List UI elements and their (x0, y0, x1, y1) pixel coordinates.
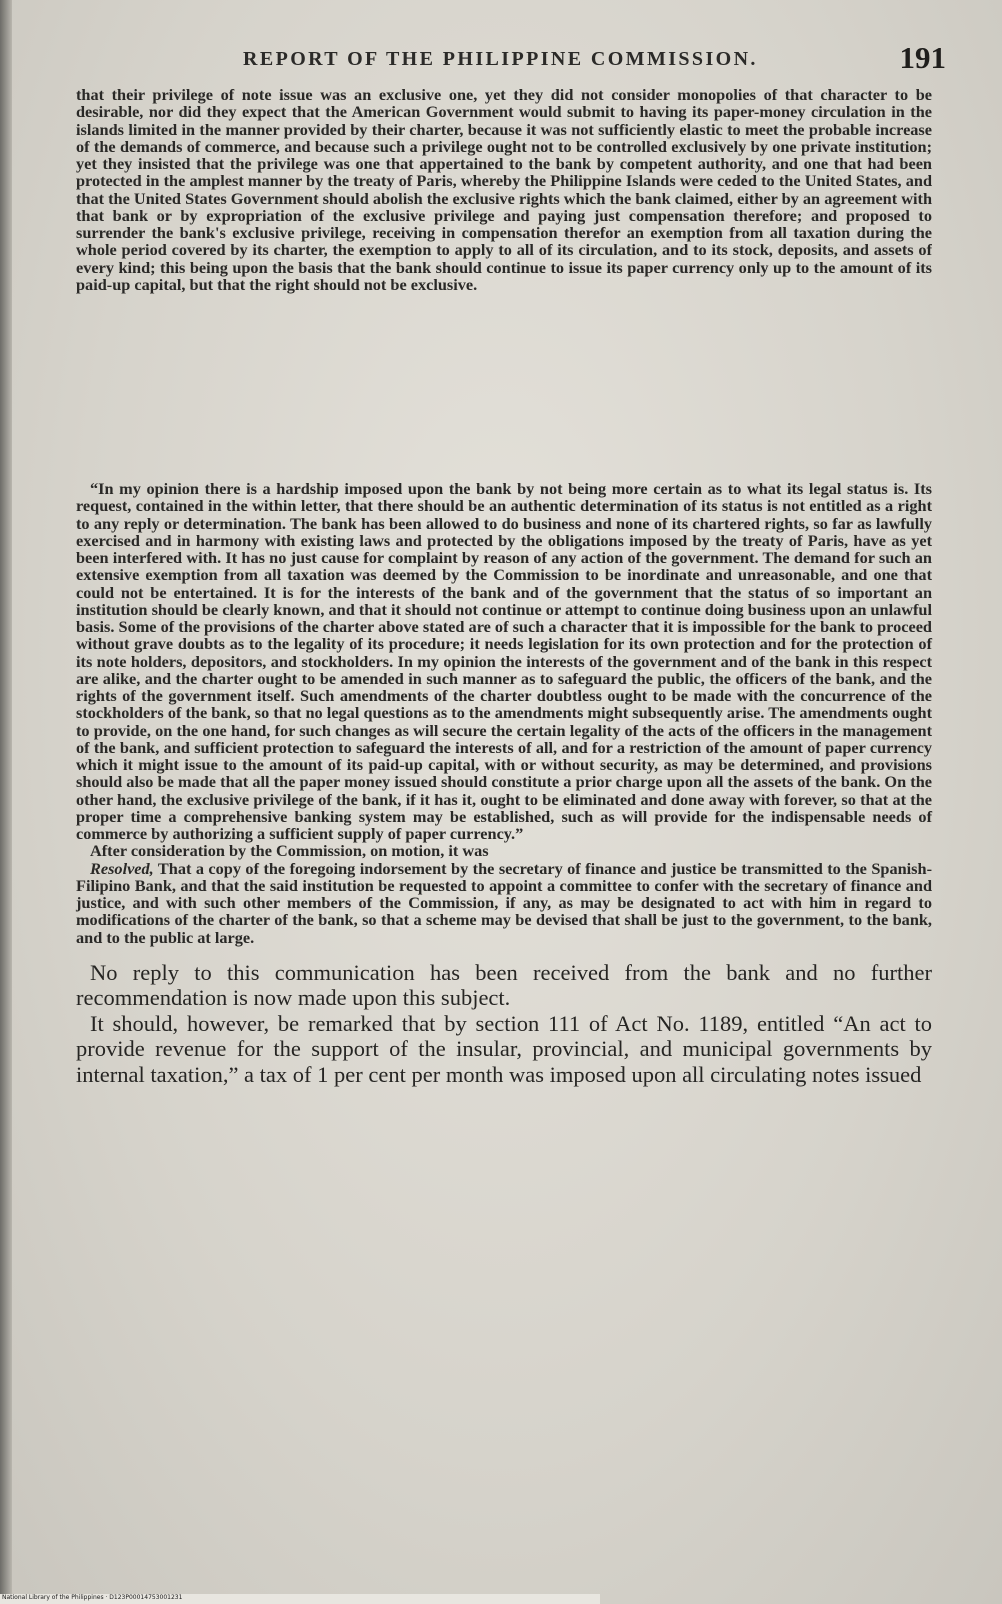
quoted-indorsement (76, 86, 932, 946)
resolved-lead: Resolved, (90, 858, 154, 878)
footer-text: National Library of the Philippines · D123P00014753001231 (2, 1594, 183, 1601)
paragraph-after-consideration: After consideration by the Commission, on motion, it was (90, 841, 489, 861)
paragraph-section-111: It should, however, be remarked that by section 111 of Act No. 1189, entitled “An act to provide revenue for the support of the insular, provincial, and municipal governments by internal taxation,” a tax of 1 per cent per month was imposed upon all circulating notes issued (76, 1010, 932, 1087)
scan-footer (0, 1594, 600, 1604)
page-number: 191 (899, 40, 946, 75)
paragraph-no-reply: No reply to this communication has been received from the bank and no further recommendation is now made upon this subject. (76, 959, 932, 1011)
paragraph-opinion: “In my opinion there is a hardship imposed upon the bank by not being more certain as to what its legal status is. Its request, contained in the within letter, that there should be an authentic determination of its status is not entitled as a right to any reply or determination. The bank has been allowed to do business and none of its chartered rights, so far as lawfully exercised and in harmony with existing laws and protected by the obligations imposed by the treaty of Paris, have as yet been interfered with. It has no just cause for complaint by reason of any action of the government. The demand for such an extensive exemption from all taxation was deemed by the Commission to be inordinate and unreasonable, and one that could not be entertained. It is for the interests of the bank and of the government that the status of so important an institution should be clearly known, and that it should not continue or attempt to continue doing business upon an unlawful basis. Some of the provisions of the charter above stated are of such a character that it is impossible for the bank to proceed without grave doubts as to the legality of its procedure; it needs legislation for its own protection and for the protection of its note holders, depositors, and stockholders. In my opinion the interests of the government and of the bank in this respect are alike, and the charter ought to be amended in such manner as to safeguard the public, the officers of the bank, and the rights of the government itself. Such amendments of the charter doubtless ought to be made with the concurrence of the stockholders of the bank, so that no legal questions as to the amendments might subsequently arise. The amendments ought to provide, on the one hand, for such changes as will secure the certain legality of the acts of the officers in the management of the bank, and sufficient protection to safeguard the interests of all, and for a restriction of the amount of paper currency which it might issue to the amount of its paid-up capital, with or without security, as may be determined, and provisions should also be made that all the paper money issued should constitute a prior charge upon all the assets of the bank. On the other hand, the exclusive privilege of the bank, if it has it, ought to be eliminated and done away with forever, so that at the proper time a comprehensive banking system may be established, such as will provide for the indispensable needs of commerce by authorizing a sufficient supply of paper currency.” (76, 479, 932, 843)
resolution-text: That a copy of the foregoing indorsement by the secretary of finance and justice be transmitted to the Spanish-Filipino Bank, and that the said institution be requested to appoint a committee to confer with the secretary of finance and justice, and with such other members of the Commission, if any, as may be designated to act with him in regard to modifications of the charter of the bank, so that a scheme may be devised that shall be just to the government, to the bank, and to the public at large. (76, 858, 932, 947)
running-head: REPORT OF THE PHILIPPINE COMMISSION. (243, 48, 758, 70)
page-body (76, 86, 932, 1087)
page-edge-shadow (0, 0, 12, 1604)
page-header (0, 40, 1002, 80)
paragraph-resolution (76, 860, 932, 946)
paragraph-bank-position: that their privilege of note issue was an exclusive one, yet they did not consider monopolies of that character to be desirable, nor did they expect that the American Government would submit to having its paper-money circulation in the islands limited in the manner provided by their charter, because it was not sufficiently elastic to meet the probable increase of the demands of commerce, and because such a privilege ought not to be controlled exclusively by one private institution; yet they insisted that the privilege was one that appertained to the bank by competent authority, and one that had been protected in the amplest manner by the treaty of Paris, whereby the Philippine Islands were ceded to the United States, and that the United States Government should abolish the exclusive rights which the bank claimed, either by an agreement with that bank or by expropriation of the exclusive privilege and paying just compensation therefore; and proposed to surrender the bank's exclusive privilege, receiving in compensation therefor an exemption from all taxation during the whole period covered by its charter, the exemption to apply to all of its circulation, and to its stock, deposits, and assets of every kind; this being upon the basis that the bank should continue to issue its paper currency only up to the amount of its paid-up capital, but that the right should not be exclusive. (76, 86, 932, 294)
spacer (76, 946, 932, 960)
main-text (76, 960, 932, 1088)
